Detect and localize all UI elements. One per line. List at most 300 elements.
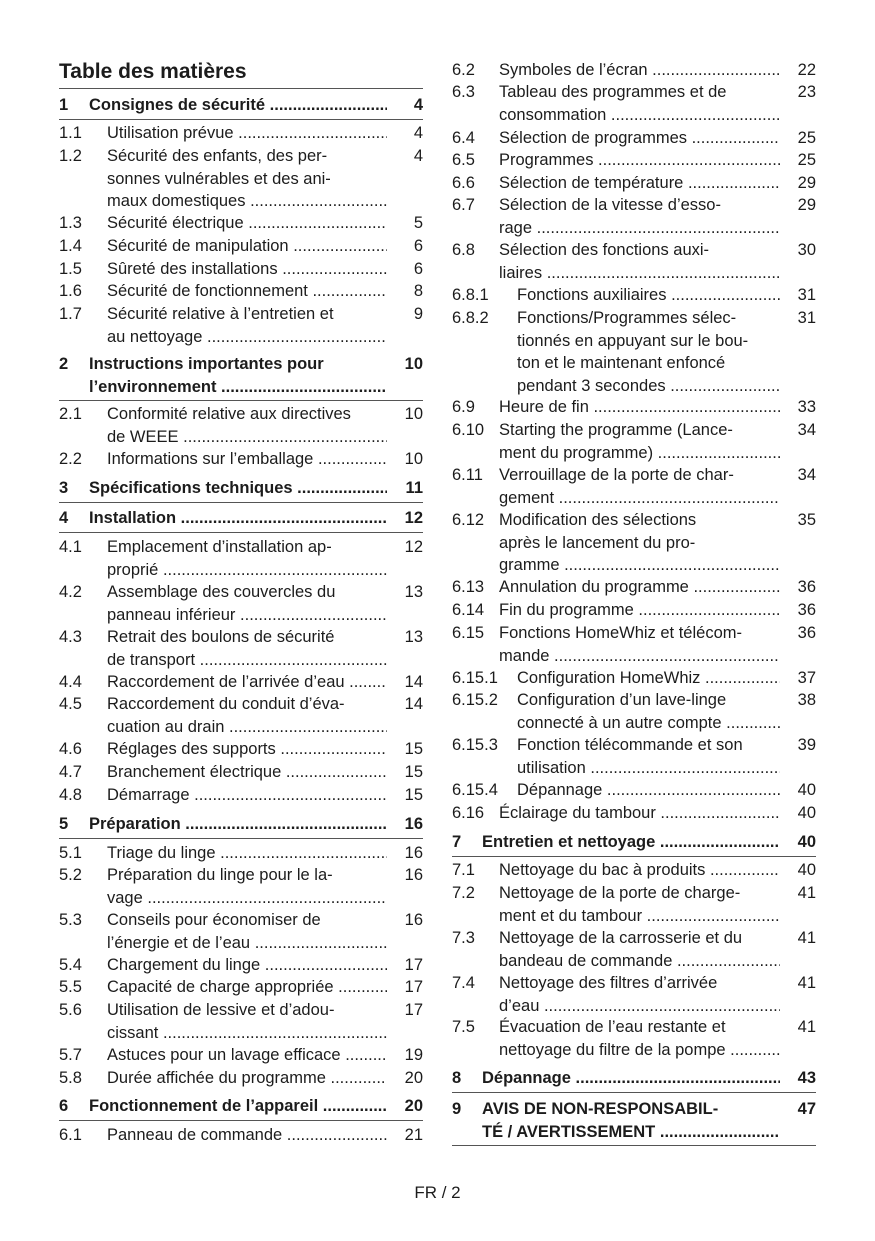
document-title: Table des matières	[59, 57, 423, 89]
toc-entry-page-number: 40	[797, 804, 816, 822]
toc-entry-title-line: Modification des sélections	[499, 511, 697, 529]
toc-entry-title	[499, 396, 780, 419]
toc-entry[interactable]	[59, 403, 423, 448]
toc-entry-title-line: Capacité de charge appropriée .....	[107, 976, 387, 999]
toc-entry-page-number: 41	[797, 974, 816, 992]
toc-entry-page-number: 5	[413, 214, 423, 232]
toc-entry-page-number: 16	[404, 911, 423, 929]
toc-entry-title	[499, 802, 780, 825]
toc-entry-number: 6.11	[452, 466, 483, 484]
toc-entry-title	[107, 536, 387, 581]
toc-entry-page-number: 12	[404, 538, 423, 556]
toc-entry-page-number: 16	[404, 815, 423, 833]
toc-entry[interactable]	[452, 622, 816, 667]
toc-entry[interactable]	[59, 864, 423, 909]
toc-entry-title	[107, 738, 387, 761]
toc-entry-page-number: 31	[797, 309, 816, 327]
toc-entry[interactable]	[452, 779, 816, 802]
toc-entry-title-line: Utilisation prévue .....	[107, 122, 387, 145]
toc-entry-title-line: Nettoyage de la carrosserie et du	[499, 929, 743, 947]
toc-entry-page-number: 15	[404, 740, 423, 758]
toc-entry-page-number: 33	[797, 398, 816, 416]
toc-entry-page-number: 29	[797, 196, 816, 214]
toc-entry-title-line: Verrouillage de la porte de char-	[499, 466, 734, 484]
toc-entry-title	[89, 94, 387, 117]
toc-entry-number: 4.6	[59, 740, 82, 758]
toc-entry-title	[107, 693, 387, 738]
toc-entry[interactable]	[452, 802, 816, 825]
toc-entry-title-line: utilisation .....	[517, 757, 780, 780]
toc-entry-title-line: Configuration d’un lave-linge	[517, 691, 727, 709]
toc-entry-title	[499, 464, 780, 509]
toc-entry-number: 6.14	[452, 601, 485, 619]
toc-entry-title	[107, 303, 387, 348]
toc-entry-title-line: rage .....	[499, 217, 780, 240]
toc-entry-title-line: Conformité relative aux directives	[107, 405, 351, 423]
toc-entry-number: 6.15.1	[452, 669, 498, 687]
toc-entry-number: 3	[59, 479, 69, 497]
toc-entry[interactable]	[59, 145, 423, 213]
toc-entry-title-line: Assemblage des couvercles du	[107, 583, 336, 601]
toc-entry-page-number: 10	[404, 405, 423, 423]
toc-entry-title	[499, 127, 780, 150]
toc-entry-number: 6.15.2	[452, 691, 498, 709]
toc-entry-title	[482, 1067, 780, 1090]
toc-entry-title-line: pendant 3 secondes .....	[517, 375, 780, 398]
toc-entry-title-line: Utilisation de lessive et d’adou-	[107, 1001, 335, 1019]
toc-entry-title-line: Sécurité de fonctionnement .....	[107, 280, 387, 303]
toc-entry[interactable]	[452, 59, 816, 82]
toc-entry-title	[107, 280, 387, 303]
toc-entry-number: 5.5	[59, 978, 82, 996]
toc-entry-title-line: Programmes .....	[499, 149, 780, 172]
toc-entry[interactable]	[59, 122, 423, 145]
toc-entry[interactable]	[452, 972, 816, 1017]
toc-entry-number: 6.15.4	[452, 781, 498, 799]
toc-chapter[interactable]	[59, 353, 423, 401]
toc-entry-title	[499, 239, 780, 284]
toc-entry[interactable]	[59, 693, 423, 738]
toc-entry-title-line: ton et le maintenant enfoncé	[517, 354, 726, 372]
toc-entry-title-line: Fonction télécommande et son	[517, 736, 743, 754]
toc-entry-number: 1.6	[59, 282, 82, 300]
toc-entry-title-line: Emplacement d’installation ap-	[107, 538, 332, 556]
toc-entry-number: 6.8.1	[452, 286, 489, 304]
toc-entry[interactable]	[59, 909, 423, 954]
toc-entry-number: 7.4	[452, 974, 475, 992]
toc-entry-number: 6.10	[452, 421, 485, 439]
toc-chapter[interactable]	[59, 507, 423, 533]
toc-entry-title	[107, 784, 387, 807]
toc-entry-number: 6.13	[452, 578, 485, 596]
toc-entry-title-line: Spécifications techniques .....	[89, 477, 387, 500]
toc-entry-number: 1.5	[59, 260, 82, 278]
toc-entry-title	[107, 581, 387, 626]
toc-entry-title	[482, 1098, 780, 1143]
toc-entry-title-line: Raccordement de l’arrivée d’eau .....	[107, 671, 387, 694]
toc-entry-title-line: Conseils pour économiser de	[107, 911, 321, 929]
toc-entry-title-line: Nettoyage du bac à produits .....	[499, 859, 780, 882]
toc-entry-title-line: Réglages des supports .....	[107, 738, 387, 761]
toc-entry[interactable]	[59, 448, 423, 471]
toc-entry-page-number: 23	[797, 83, 816, 101]
toc-entry[interactable]	[452, 239, 816, 284]
toc-entry[interactable]	[452, 1016, 816, 1061]
toc-entry-number: 5.1	[59, 844, 82, 862]
toc-entry-title-line: vage .....	[107, 887, 387, 910]
toc-entry-title	[107, 864, 387, 909]
toc-entry-page-number: 19	[404, 1046, 423, 1064]
toc-entry-number: 7.2	[452, 884, 475, 902]
toc-entry[interactable]	[59, 784, 423, 807]
toc-entry[interactable]	[59, 235, 423, 258]
toc-entry-number: 5.4	[59, 956, 82, 974]
toc-entry-title-line: cissant .....	[107, 1022, 387, 1045]
toc-entry[interactable]	[59, 738, 423, 761]
toc-entry-number: 5.7	[59, 1046, 82, 1064]
toc-entry-page-number: 41	[797, 929, 816, 947]
toc-chapter[interactable]	[59, 94, 423, 120]
toc-entry-title-line: Sélection des fonctions auxi-	[499, 241, 710, 259]
toc-entry[interactable]	[59, 671, 423, 694]
toc-entry-page-number: 20	[404, 1097, 423, 1115]
toc-entry-page-number: 25	[797, 129, 816, 147]
toc-entry[interactable]	[452, 127, 816, 150]
toc-entry-number: 6.4	[452, 129, 475, 147]
toc-entry[interactable]	[452, 307, 816, 397]
toc-entry-page-number: 4	[413, 147, 423, 165]
toc-entry-title-line: ment et du tambour .....	[499, 905, 780, 928]
toc-entry-title	[107, 403, 387, 448]
toc-entry-title-line: Fonctions HomeWhiz et télécom-	[499, 624, 742, 642]
toc-entry-number: 4.8	[59, 786, 82, 804]
toc-entry-title-line: Évacuation de l’eau restante et	[499, 1018, 726, 1036]
toc-entry-title-line: liaires .....	[499, 262, 780, 285]
toc-entry-page-number: 34	[797, 466, 816, 484]
toc-entry-title	[499, 59, 780, 82]
toc-entry-title-line: de WEEE .....	[107, 426, 387, 449]
toc-entry-number: 2.2	[59, 450, 82, 468]
toc-entry-title-line: consommation .....	[499, 104, 780, 127]
toc-entry-number: 6	[59, 1097, 69, 1115]
toc-entry-title-line: de transport .....	[107, 649, 387, 672]
toc-entry-number: 6.15.3	[452, 736, 498, 754]
toc-entry-title-line: Installation .....	[89, 507, 387, 530]
toc-entry-title-line: Sécurité de manipulation .....	[107, 235, 387, 258]
toc-entry-title-line: Fonctionnement de l’appareil .....	[89, 1095, 387, 1118]
toc-entry-page-number: 29	[797, 174, 816, 192]
toc-entry-title-line: Instructions importantes pour	[89, 355, 324, 373]
toc-entry-title	[499, 172, 780, 195]
toc-entry-title	[499, 149, 780, 172]
toc-entry-title-line: Heure de fin .....	[499, 396, 780, 419]
toc-chapter[interactable]	[452, 831, 816, 857]
toc-entry-number: 6.3	[452, 83, 475, 101]
toc-entry-title-line: Démarrage .....	[107, 784, 387, 807]
toc-entry-title	[499, 599, 780, 622]
toc-entry-title-line: au nettoyage .....	[107, 326, 387, 349]
toc-entry-title-line: Nettoyage de la porte de charge-	[499, 884, 741, 902]
toc-chapter[interactable]	[59, 477, 423, 503]
toc-entry-title-line: Sélection de la vitesse d’esso-	[499, 196, 721, 214]
toc-entry-title	[499, 509, 780, 577]
toc-entry-page-number: 41	[797, 1018, 816, 1036]
toc-entry-title-line: Sélection de température .....	[499, 172, 780, 195]
toc-entry-page-number: 37	[797, 669, 816, 687]
toc-entry-title	[499, 1016, 780, 1061]
toc-entry-title	[517, 307, 780, 397]
toc-chapter[interactable]	[59, 813, 423, 839]
toc-entry-page-number: 4	[413, 96, 423, 114]
toc-entry[interactable]	[59, 626, 423, 671]
toc-entry-title	[499, 882, 780, 927]
toc-entry[interactable]	[59, 1124, 423, 1147]
toc-entry-title	[107, 909, 387, 954]
toc-entry-page-number: 10	[404, 450, 423, 468]
toc-entry-page-number: 12	[404, 509, 423, 527]
toc-entry-title	[107, 1124, 387, 1147]
toc-entry-title-line: l’environnement .....	[89, 376, 387, 399]
toc-entry-page-number: 40	[797, 833, 816, 851]
toc-entry-title	[517, 779, 780, 802]
toc-entry-title	[107, 145, 387, 213]
toc-entry-number: 9	[452, 1100, 462, 1118]
toc-entry-title	[482, 831, 780, 854]
toc-chapter[interactable]	[452, 1067, 816, 1093]
toc-entry-number: 7.5	[452, 1018, 475, 1036]
toc-entry[interactable]	[452, 284, 816, 307]
toc-entry-page-number: 16	[404, 844, 423, 862]
toc-entry-title	[499, 419, 780, 464]
toc-entry-title-line: Astuces pour un lavage efficace .....	[107, 1044, 387, 1067]
toc-entry-title-line: Configuration HomeWhiz .....	[517, 667, 780, 690]
toc-entry-number: 7.1	[452, 861, 475, 879]
toc-entry-title	[107, 1044, 387, 1067]
toc-entry[interactable]	[59, 761, 423, 784]
toc-entry-title-line: Raccordement du conduit d’éva-	[107, 695, 345, 713]
toc-entry-title-line: ment du programme) .....	[499, 442, 780, 465]
toc-entry-page-number: 14	[404, 673, 423, 691]
toc-entry-title	[517, 689, 780, 734]
toc-entry-page-number: 15	[404, 786, 423, 804]
toc-entry-title-line: Chargement du linge .....	[107, 954, 387, 977]
toc-entry-number: 6.15	[452, 624, 485, 642]
toc-entry-title-line: panneau inférieur .....	[107, 604, 387, 627]
toc-entry-title	[89, 813, 387, 836]
toc-entry-title-line: connecté à un autre compte .....	[517, 712, 780, 735]
toc-entry-title	[499, 194, 780, 239]
page-footer: FR / 2	[414, 1183, 461, 1202]
toc-entry-number: 8	[452, 1069, 462, 1087]
toc-entry-title	[107, 258, 387, 281]
toc-entry-title-line: Branchement électrique .....	[107, 761, 387, 784]
toc-entry[interactable]	[452, 927, 816, 972]
toc-entry-title-line: Durée affichée du programme .....	[107, 1067, 387, 1090]
toc-entry-number: 5	[59, 815, 69, 833]
toc-entry[interactable]	[452, 509, 816, 577]
toc-entry-title-line: Panneau de commande .....	[107, 1124, 387, 1147]
toc-entry-title-line: Symboles de l’écran .....	[499, 59, 780, 82]
toc-entry-number: 6.6	[452, 174, 475, 192]
toc-entry-title	[89, 353, 387, 398]
toc-entry-page-number: 30	[797, 241, 816, 259]
toc-chapter[interactable]	[452, 1098, 816, 1146]
toc-entry-number: 6.2	[452, 61, 475, 79]
toc-entry-page-number: 36	[797, 578, 816, 596]
toc-entry-title-line: maux domestiques .....	[107, 190, 387, 213]
toc-entry-title	[107, 761, 387, 784]
toc-entry[interactable]	[59, 1067, 423, 1090]
toc-entry[interactable]	[452, 194, 816, 239]
toc-entry-title	[89, 477, 387, 500]
toc-entry-title-line: Retrait des boulons de sécurité	[107, 628, 335, 646]
toc-entry[interactable]	[452, 599, 816, 622]
toc-entry-number: 4.2	[59, 583, 82, 601]
toc-entry[interactable]	[452, 396, 816, 419]
toc-entry[interactable]	[59, 976, 423, 999]
toc-entry-title	[107, 235, 387, 258]
toc-entry[interactable]	[59, 303, 423, 348]
toc-entry-page-number: 38	[797, 691, 816, 709]
toc-entry-number: 6.5	[452, 151, 475, 169]
toc-entry-page-number: 25	[797, 151, 816, 169]
toc-entry-title-line: sonnes vulnérables et des ani-	[107, 169, 331, 188]
toc-entry[interactable]	[452, 81, 816, 126]
toc-entry-title	[517, 667, 780, 690]
toc-entry[interactable]	[452, 859, 816, 882]
toc-entry-title	[517, 734, 780, 779]
toc-entry-number: 4.5	[59, 695, 82, 713]
toc-entry-title-line: AVIS DE NON-RESPONSABIL-	[482, 1100, 719, 1118]
toc-entry-number: 1.3	[59, 214, 82, 232]
toc-entry-number: 6.1	[59, 1126, 82, 1144]
toc-entry[interactable]	[452, 689, 816, 734]
toc-entry-number: 1.2	[59, 147, 82, 165]
toc-entry-title-line: gement .....	[499, 487, 780, 510]
toc-entry-title-line: TÉ / AVERTISSEMENT .....	[482, 1121, 780, 1144]
toc-entry-title-line: Sécurité des enfants, des per-	[107, 147, 328, 165]
toc-entry-number: 2	[59, 355, 69, 373]
toc-entry-page-number: 6	[413, 237, 423, 255]
toc-entry-number: 1	[59, 96, 69, 114]
toc-entry-title-line: Fonctions auxiliaires .....	[517, 284, 780, 307]
toc-entry-page-number: 39	[797, 736, 816, 754]
toc-entry-title-line: Préparation du linge pour le la-	[107, 866, 333, 884]
toc-entry-number: 1.7	[59, 305, 82, 323]
toc-entry-title-line: Consignes de sécurité .....	[89, 94, 387, 117]
toc-entry-number: 6.8	[452, 241, 475, 259]
toc-entry[interactable]	[59, 954, 423, 977]
toc-entry[interactable]	[59, 280, 423, 303]
toc-entry[interactable]	[452, 882, 816, 927]
toc-entry-title-line: Entretien et nettoyage .....	[482, 831, 780, 854]
toc-entry[interactable]	[452, 734, 816, 779]
toc-entry-title-line: nettoyage du filtre de la pompe .....	[499, 1039, 780, 1062]
toc-entry-title	[107, 1067, 387, 1090]
toc-entry-number: 5.2	[59, 866, 82, 884]
toc-entry-title-line: après le lancement du pro-	[499, 533, 696, 552]
toc-entry[interactable]	[59, 536, 423, 581]
toc-entry-title-line: proprié .....	[107, 559, 387, 582]
toc-entry-page-number: 17	[404, 956, 423, 974]
toc-entry-title-line: Nettoyage des filtres d’arrivée	[499, 974, 718, 992]
toc-entry-title-line: d’eau .....	[499, 995, 780, 1018]
toc-entry-title	[499, 576, 780, 599]
toc-entry-page-number: 14	[404, 695, 423, 713]
toc-entry-title	[499, 972, 780, 1017]
toc-entry-number: 5.6	[59, 1001, 82, 1019]
toc-entry-number: 6.7	[452, 196, 475, 214]
toc-chapter[interactable]	[59, 1095, 423, 1121]
toc-entry-number: 4	[59, 509, 69, 527]
toc-entry-title-line: Sécurité relative à l’entretien et	[107, 305, 334, 323]
toc-entry-number: 4.1	[59, 538, 82, 556]
toc-entry[interactable]	[59, 842, 423, 865]
toc-entry-title	[107, 954, 387, 977]
toc-entry-number: 6.9	[452, 398, 475, 416]
toc-entry-number: 1.1	[59, 124, 82, 142]
toc-entry[interactable]	[452, 419, 816, 464]
toc-entry[interactable]	[59, 999, 423, 1044]
toc-entry-title-line: Starting the programme (Lance-	[499, 421, 733, 439]
toc-entry-title-line: Fonctions/Programmes sélec-	[517, 309, 737, 327]
toc-entry[interactable]	[452, 172, 816, 195]
toc-entry-title-line: tionnés en appuyant sur le bou-	[517, 331, 749, 350]
toc-entry-number: 2.1	[59, 405, 82, 423]
toc-entry-title-line: Triage du linge .....	[107, 842, 387, 865]
toc-entry-page-number: 47	[797, 1100, 816, 1118]
toc-entry[interactable]	[59, 1044, 423, 1067]
toc-entry-number: 5.8	[59, 1069, 82, 1087]
toc-entry-title	[107, 999, 387, 1044]
toc-entry-title-line: Annulation du programme .....	[499, 576, 780, 599]
toc-entry[interactable]	[452, 464, 816, 509]
toc-entry-page-number: 22	[797, 61, 816, 79]
toc-entry-title-line: mande .....	[499, 645, 780, 668]
toc-entry-page-number: 13	[404, 628, 423, 646]
toc-entry[interactable]	[452, 576, 816, 599]
toc-entry-title	[499, 622, 780, 667]
toc-entry-title	[89, 507, 387, 530]
toc-entry-title	[107, 626, 387, 671]
toc-entry-page-number: 13	[404, 583, 423, 601]
toc-entry-title-line: gramme .....	[499, 554, 780, 577]
toc-entry[interactable]	[59, 581, 423, 626]
toc-entry-page-number: 36	[797, 601, 816, 619]
toc-entry-page-number: 36	[797, 624, 816, 642]
toc-entry-title-line: Informations sur l’emballage .....	[107, 448, 387, 471]
toc-entry-number: 5.3	[59, 911, 82, 929]
toc-entry-number: 6.8.2	[452, 309, 489, 327]
toc-entry-page-number: 10	[404, 355, 423, 373]
toc-entry-title-line: Fin du programme .....	[499, 599, 780, 622]
toc-entry-page-number: 6	[413, 260, 423, 278]
toc-entry-number: 7.3	[452, 929, 475, 947]
toc-entry[interactable]	[452, 667, 816, 690]
toc-entry[interactable]	[452, 149, 816, 172]
toc-entry-page-number: 17	[404, 1001, 423, 1019]
toc-entry-page-number: 4	[413, 124, 423, 142]
toc-entry-title	[107, 448, 387, 471]
toc-entry-page-number: 15	[404, 763, 423, 781]
toc-entry-number: 7	[452, 833, 462, 851]
toc-entry-page-number: 40	[797, 861, 816, 879]
toc-entry[interactable]	[59, 212, 423, 235]
toc-entry[interactable]	[59, 258, 423, 281]
toc-entry-title	[499, 927, 780, 972]
toc-entry-title-line: Éclairage du tambour .....	[499, 802, 780, 825]
toc-entry-title-line: l’énergie et de l’eau .....	[107, 932, 387, 955]
